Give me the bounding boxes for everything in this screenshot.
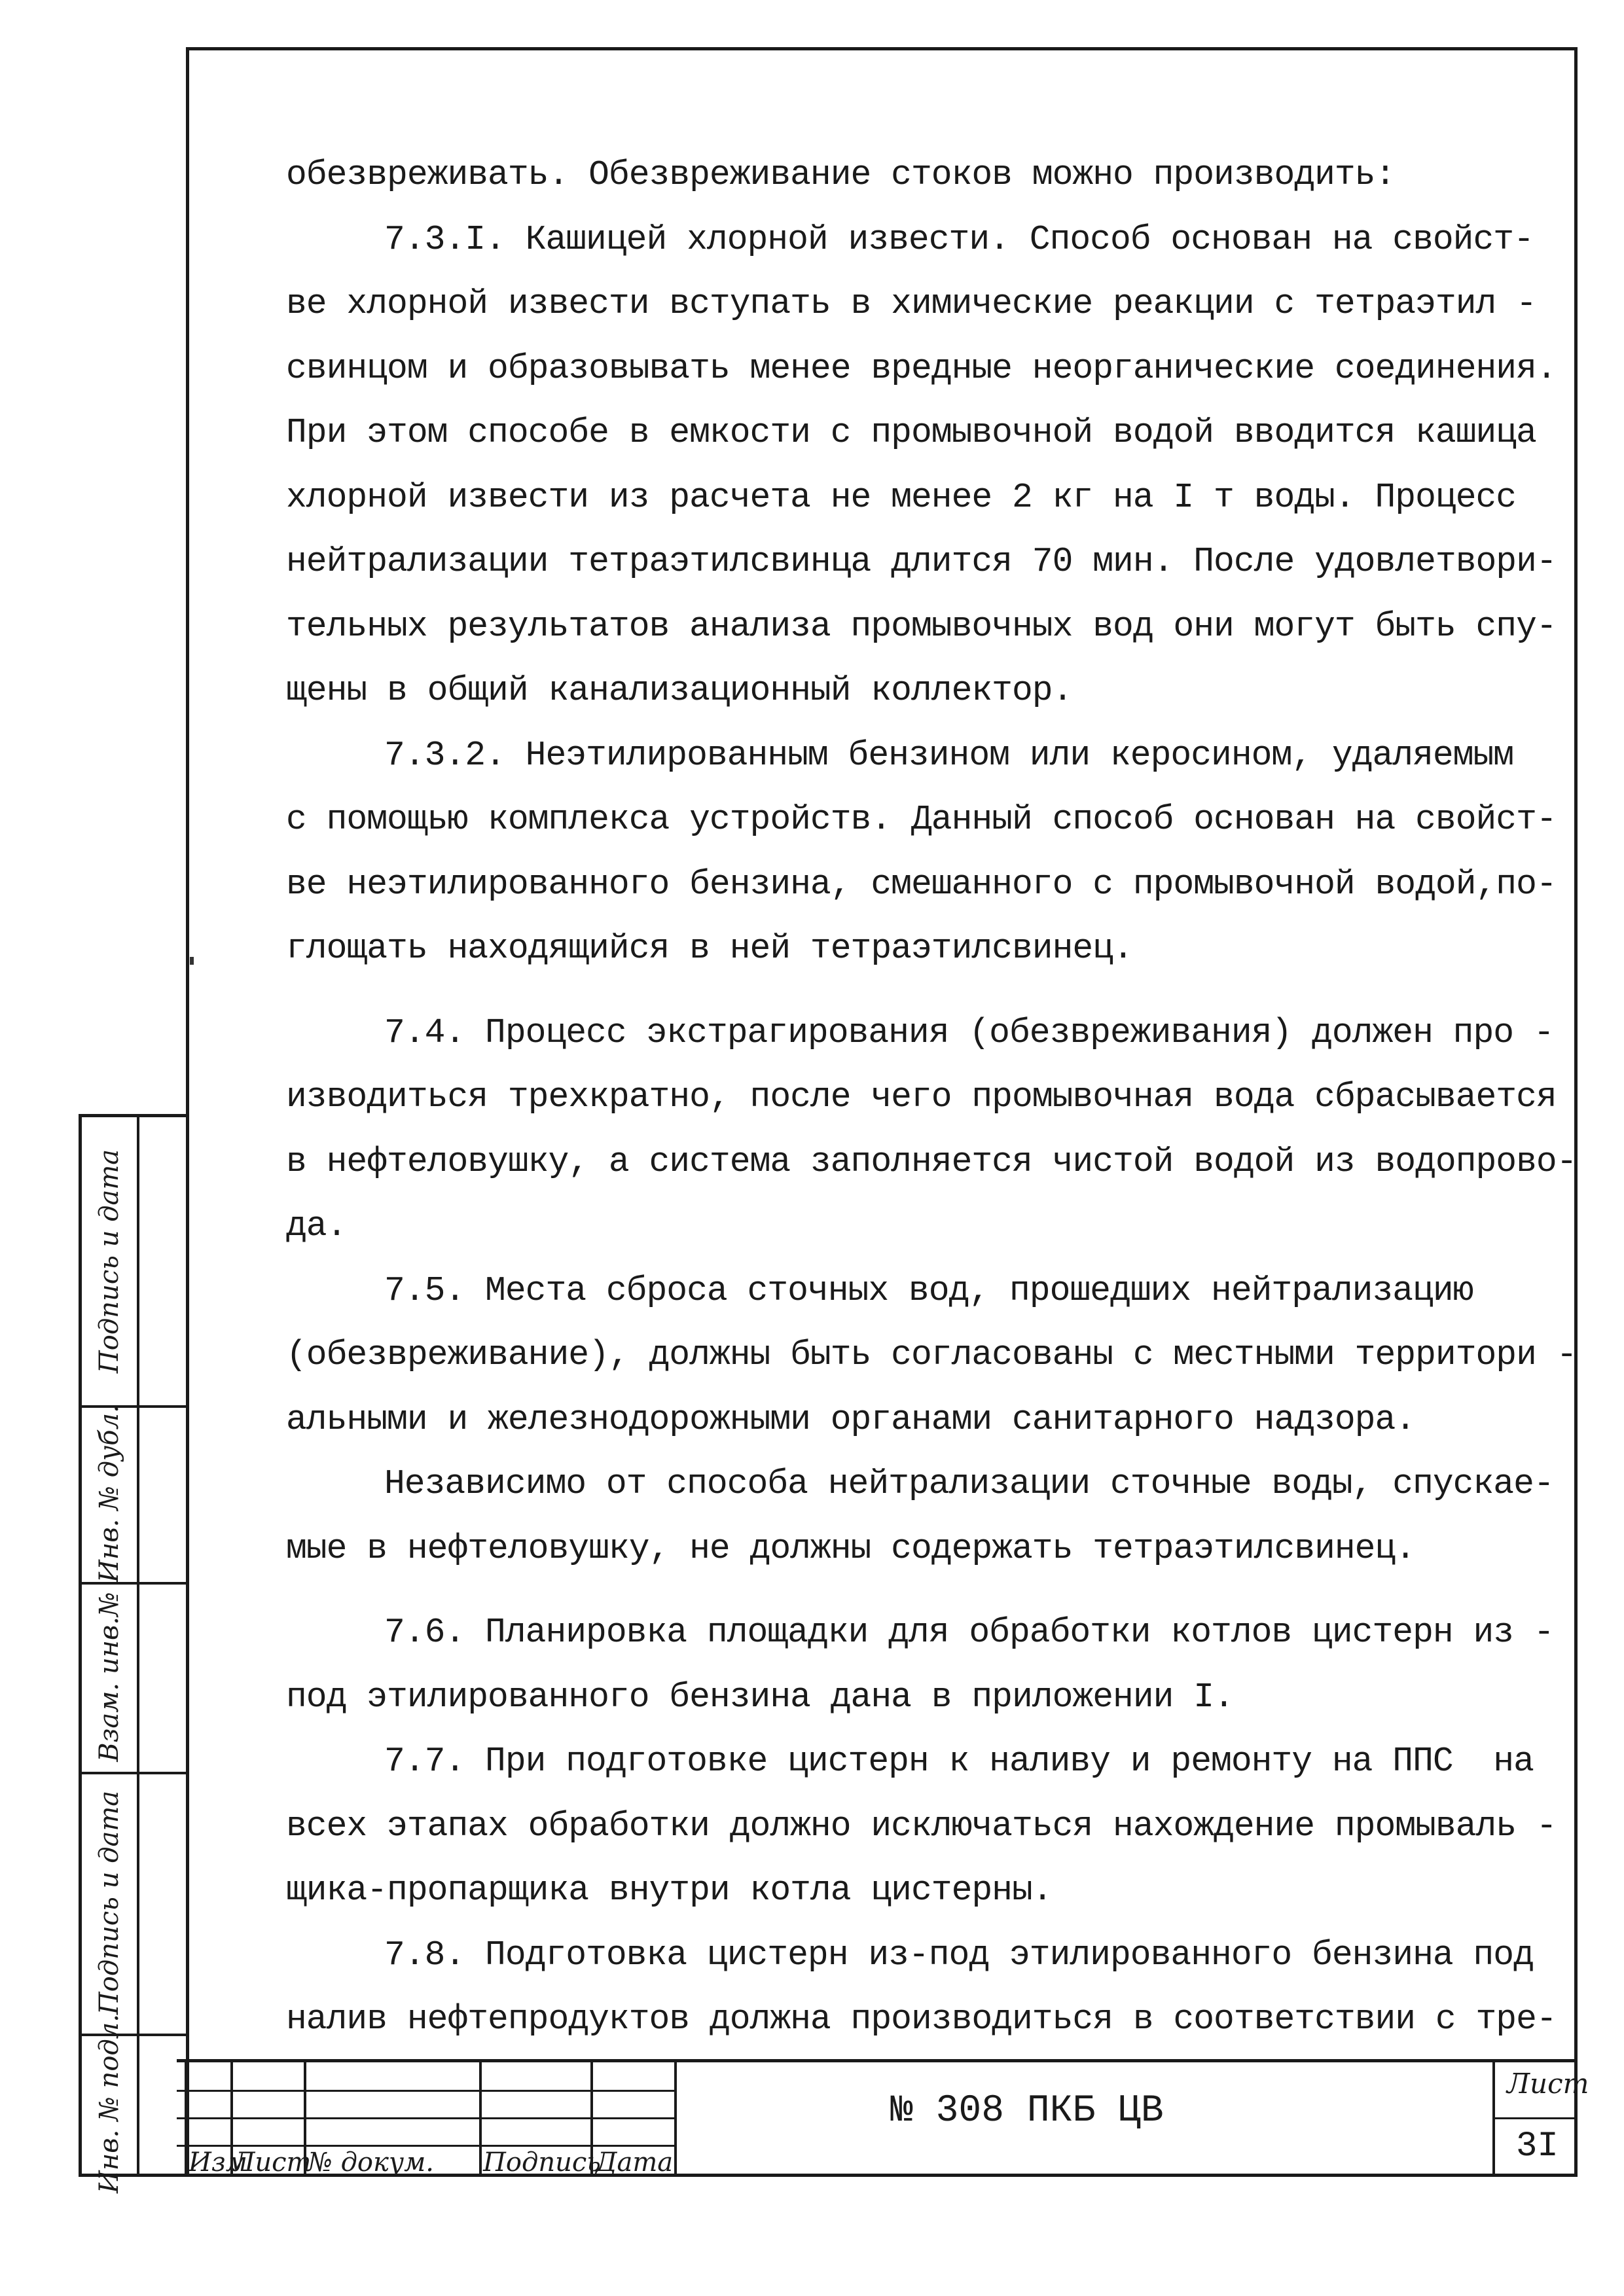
text-line: мые в нефтеловушку, не должны содержать тетраэтилсвинец.	[286, 1528, 1416, 1568]
text-line: 7.5. Места сброса сточных вод, прошедших нейтрализацию	[384, 1270, 1473, 1310]
text-line: Независимо от способа нейтрализации сточные воды, спускае-	[384, 1464, 1554, 1503]
side-label: Подпись и дата	[94, 1790, 124, 2015]
tb-divider	[1492, 2117, 1578, 2119]
title-block	[177, 2059, 1589, 2178]
text-line: в нефтеловушку, а система заполняется чистой водой из водопрово-	[286, 1141, 1577, 1181]
side-label: Подпись и дата	[94, 1149, 124, 1374]
text-line: 7.3.I. Кашицей хлорной извести. Способ основан на свойст-	[384, 219, 1534, 259]
text-line: 7.3.2. Неэтилированным бензином или керосином, удаляемым	[384, 735, 1514, 775]
sheet-number: 3I	[1516, 2126, 1559, 2166]
col-label-izm: Изм	[189, 2147, 247, 2178]
text-line: 7.4. Процесс экстрагирования (обезвреживания) должен про -	[384, 1013, 1554, 1052]
text-line: налив нефтепродуктов должна производиться в соответствии с тре-	[286, 2000, 1557, 2039]
document-number: № 308 ПКБ ЦВ	[890, 2090, 1164, 2132]
col-label-signature: Подпись	[483, 2147, 602, 2178]
col-label-doc: № докум.	[308, 2147, 434, 2178]
side-label: Инв. № дубл.	[94, 1405, 125, 1583]
tb-divider	[479, 2062, 482, 2174]
text-line: свинцом и образовывать менее вредные неорганические соединения.	[286, 348, 1557, 388]
text-line: хлорной извести из расчета не менее 2 кг на I т воды. Процесс	[286, 477, 1517, 517]
text-line: ве хлорной извести вступать в химические реакции с тетраэтил -	[286, 284, 1536, 323]
tb-divider	[177, 2090, 674, 2092]
paragraph-gap	[286, 1581, 1549, 1600]
text-line: альными и железнодорожными органами санитарного надзора.	[286, 1399, 1416, 1439]
text-line: глощать находящийся в ней тетраэтилсвинец.	[286, 929, 1133, 968]
text-line: 7.8. Подготовка цистерн из-под этилированного бензина под	[384, 1935, 1534, 1975]
text-line: 7.6. Планировка площадки для обработки котлов цистерн из -	[384, 1613, 1554, 1652]
text-line: (обезвреживание), должны быть согласованы с местными территори -	[286, 1335, 1577, 1374]
margin-mark	[190, 957, 194, 965]
text-line: нейтрализации тетраэтилсвинца длится 70 мин. После удовлетвори-	[286, 542, 1557, 581]
text-line: всех этапах обработки должно исключаться нахождение промываль -	[286, 1806, 1557, 1846]
text-line: 7.7. При подготовке цистерн к наливу и ремонту на ППС на	[384, 1742, 1534, 1781]
text-line: изводиться трехкратно, после чего промывочная вода сбрасывается	[286, 1077, 1557, 1117]
text-line: да.	[286, 1206, 347, 1246]
tb-divider	[177, 2145, 674, 2147]
col-label-list: Лист	[233, 2147, 312, 2178]
text-line: тельных результатов анализа промывочных вод они могут быть спу-	[286, 606, 1557, 646]
text-line: ве неэтилированного бензина, смешанного с промывочной водой,по-	[286, 864, 1557, 904]
text-line: под этилированного бензина дана в приложении I.	[286, 1677, 1234, 1717]
text-line: с помощью комплекса устройств. Данный способ основан на свойст-	[286, 800, 1557, 839]
text-line: щика-пропарщика внутри котла цистерны.	[286, 1871, 1053, 1910]
sheet-label: Лист	[1507, 2068, 1589, 2100]
tb-divider	[674, 2062, 677, 2174]
text-line: щены в общий канализационный коллектор.	[286, 671, 1073, 710]
side-label: Инв. № подл.	[94, 2014, 125, 2193]
tb-divider	[1492, 2062, 1495, 2174]
tb-divider	[177, 2117, 674, 2119]
tb-divider	[185, 2062, 187, 2174]
text-line: При этом способе в емкости с промывочной водой вводится кашица	[286, 413, 1536, 452]
text-line: обезвреживать. Обезвреживание стоков можно производить:	[286, 155, 1396, 194]
paragraph-gap	[286, 981, 1549, 1001]
side-label: Взам. инв.№	[94, 1592, 125, 1762]
side-stamp	[79, 1114, 186, 2193]
col-label-date: Дата	[596, 2147, 674, 2178]
document-body	[286, 143, 1577, 2052]
